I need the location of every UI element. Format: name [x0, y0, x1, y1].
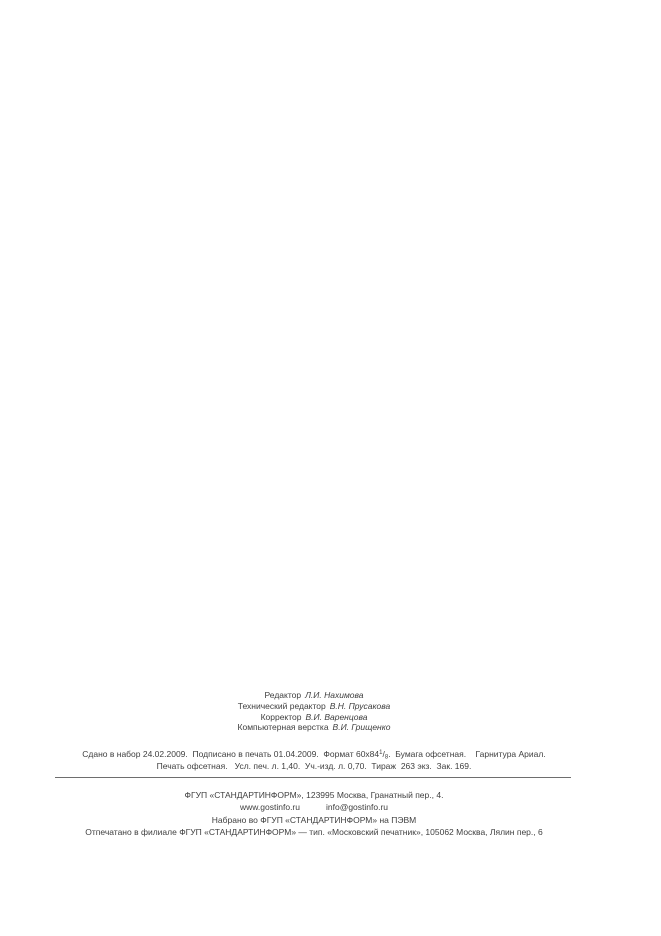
editor-line: [0, 712, 628, 723]
imprint-line-1-text: Сдано в набор 24.02.2009. Подписано в печать 01.04.2009. Формат 60х84: [82, 749, 380, 759]
editor-name: В.Н. Прусакова: [329, 700, 391, 711]
publisher-block: [0, 790, 628, 839]
website-text: www.gostinfo.ru: [239, 802, 300, 813]
publisher-address: ФГУП «СТАНДАРТИНФОРМ», 123995 Москва, Гранатный пер., 4.: [184, 790, 444, 800]
format-fraction-denominator: 8: [384, 754, 389, 761]
imprint-line-2: Печать офсетная. Усл. печ. л. 1,40. Уч.-изд. л. 0,70. Тираж 263 экз. Зак. 169.: [156, 761, 472, 771]
publisher-printed: Отпечатано в филиале ФГУП «СТАНДАРТИНФОРМ» — тип. «Московский печатник», 105062 Москва, Лялин пер., 6: [85, 826, 543, 837]
imprint-block: [0, 749, 628, 773]
editor-role: Корректор: [260, 711, 302, 722]
editors-block: [0, 690, 628, 733]
divider-rule: [55, 777, 571, 778]
format-fraction-slash: /: [382, 749, 385, 759]
email-text: info@gostinfo.ru: [325, 802, 389, 813]
publisher-typeset: Набрано во ФГУП «СТАНДАРТИНФОРМ» на ПЭВМ: [211, 814, 417, 825]
editor-role: Редактор: [264, 690, 302, 700]
editor-line: [0, 701, 628, 712]
editor-name: В.И. Грищенко: [332, 722, 391, 733]
publisher-contacts: [0, 802, 628, 814]
editor-line: [0, 690, 628, 701]
editor-name: В.И. Варенцова: [305, 711, 368, 722]
editor-role: Технический редактор: [237, 700, 326, 711]
imprint-line-1-tail: . Бумага офсетная. Гарнитура Ариал.: [388, 749, 546, 759]
editor-line: [0, 722, 628, 733]
format-fraction-numerator: 1: [379, 750, 383, 756]
imprint-line-1: [0, 749, 628, 761]
editor-name: Л.И. Нахимова: [305, 690, 364, 700]
editor-role: Компьютерная верстка: [237, 722, 329, 733]
